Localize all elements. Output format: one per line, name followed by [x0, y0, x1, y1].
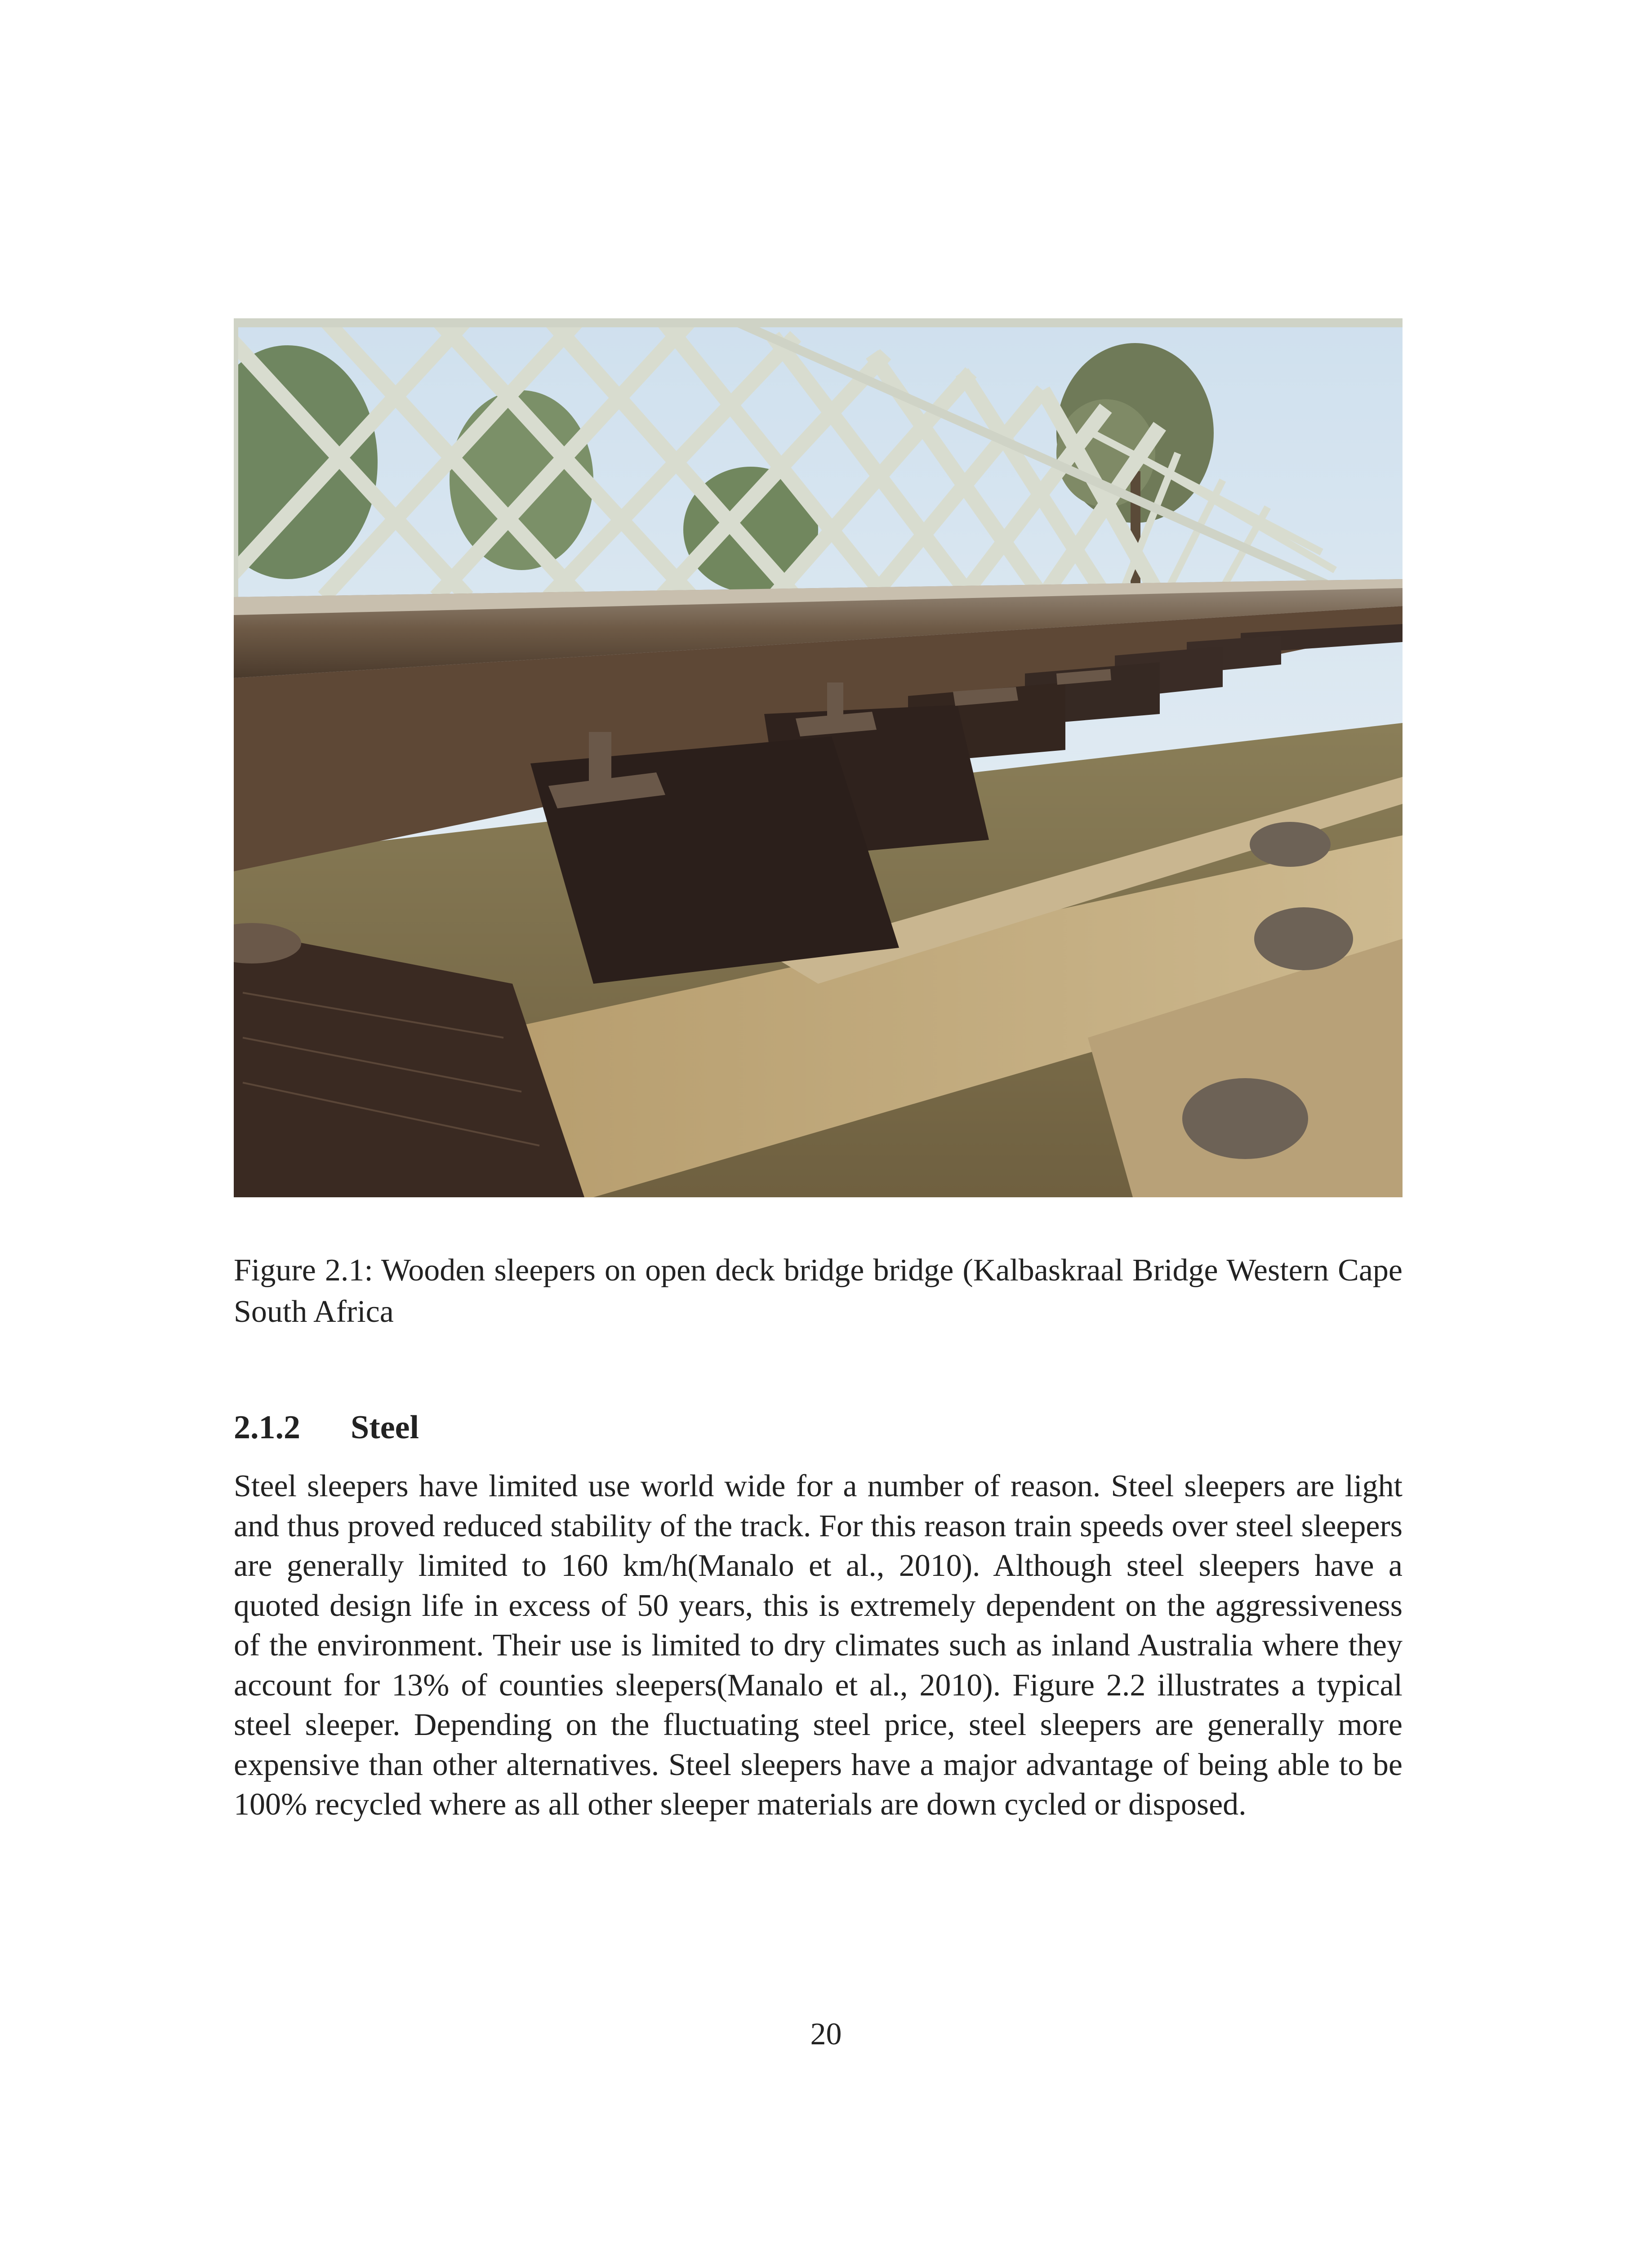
body-paragraph: Steel sleepers have limited use world wide for a number of reason. Steel sleepers are light and thus proved reduced stability of the track. For this reason train speeds over steel sleepers are generally limited to 160 km/h(Manalo et al., 2010). Although steel sleepers have a quoted design life in excess of 50 years, this is extremely dependent on the aggressiveness of the environment. Their use is limited to dry climates such as inland Australia where they account for 13% of counties sleepers(Manalo et al., 2010). Figure 2.2 illustrates a typical steel sleeper. Depending on the fluctuating steel price, steel sleepers are generally more expensive than other alternatives. Steel sleepers have a major advantage of being able to be 100% recycled where as all other sleeper materials are down cycled or disposed.: [234, 1469, 1403, 1822]
page-number: 20: [810, 2017, 842, 2052]
bridge-photo-image: [234, 318, 1403, 1197]
figure-caption-text: Wooden sleepers on open deck bridge bridge (Kalbaskraal Bridge Western Cape South Africa: [234, 1253, 1403, 1329]
section-title: Steel: [351, 1409, 419, 1446]
figure-photo: [234, 318, 1403, 1197]
section-number: 2.1.2: [234, 1409, 300, 1446]
figure-caption: [234, 1250, 1403, 1333]
figure-label: Figure 2.1:: [234, 1253, 373, 1288]
section-heading: [234, 1403, 1403, 1452]
